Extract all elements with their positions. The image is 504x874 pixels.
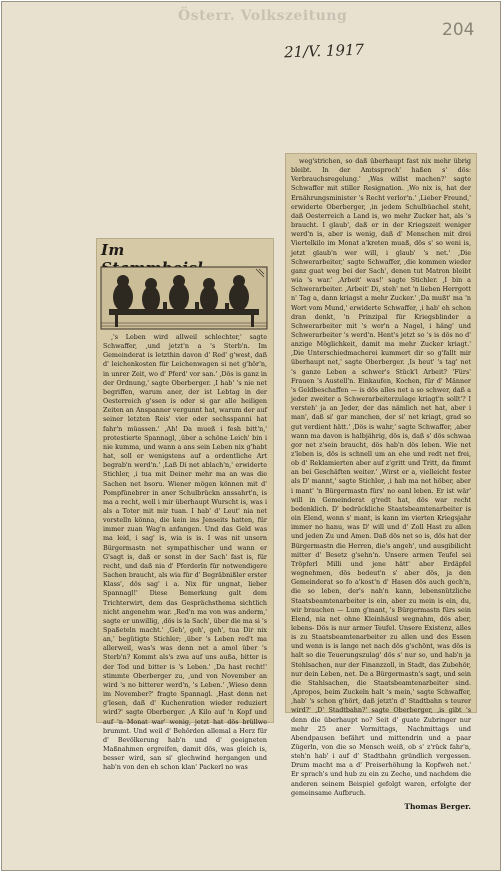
article-heading: Im — [101, 241, 125, 259]
masthead: Österr. Volkszeitung — [178, 8, 348, 24]
clipping-right — [286, 154, 476, 811]
archive-sheet — [1, 1, 501, 871]
handwritten-date: 21/V. 1917 — [283, 40, 365, 62]
clipping-left — [97, 239, 273, 772]
article-column-right-text: weg'strichen, so daß überhaupt fast nix mehr übrig bleibt. In der Amtssproch' haßen s' dös: Verbrauchsregelung.' ,Was willst machen?' sagte Schwaffer mit stiller Resignation. ,Wo nix is, hat der Ernährungsminister 's Recht verlor'n.' ,Lieber Freund,' erwiderte Oberberger, ,in jedem Schulbüachel steht, daß Oesterreich a Land is, wo mehr Zucker hat, als 's braucht. I glaub', daß er in der Kriegszeit weniger werd'n is, aber is wenig, daß d' Menschen mit drei Viertelkilo im Monat a'kreten muaß, dös s' so weni is, jetzt glaub'n wer will, i glaub' 's net.' ,Die Schwerarbeiter,' sagte Schwaffer, ,die kommen wieder ganz guat weg bei der Sach', denen tut Matron bleibt wia 's war.' ,Arbeit' was!' sagte Stichler. ,I bin a Schwerarbeiter. ,Arbeit' Di, steh' net 'n lieben Herrgott n' Tag a, dann kriagst a mehr Zucker.' ,Da mußt' ma 'n Wort vom Mund,' erwiderte Schwaffer, ,i hab' eh schon dran denkt, 'n Prinzipal für Kriegsblinder a Schwerarbeiter mit 's wer'n a Nagel, i häng' und Schwerarbeiter 's werd'n. Hent's jetzt so 's is dös no d' anzige Möglichkeit, damit ma mehr Zucker kriagt.' ,Die Unterschiedmacherei kummert dir so g'fallt mir überhaupt net,' sagte Oberberger. ,Is heut' 's tag' net 's ganze Leben a schwer's Stück'l Arbeit? 'Fürs' Frauen 's Austell'n. Einkaufen, Kochen, für d' Männer 's Geldbeschaffen — is dös alles net a so schwer, daß a jeder zweiter a Schwerarbeiterzulage kriagt'n sollt'? I versteh' ja an Jeder, der das nämlich net hat, aber i man', daß si' gar manchen, der si' net kriagt, grad so gut verdient hätt.' ,Dös is wahr,' sagte Schwaffer, ,aber wann ma davon is halbjährig, dös is, daß s' dös schwaa gor net z'sein braucht, dös hab'n dös leben. Wie net z'leben is, dös is schnell um an ehe und redt net frei, ob d' Reklamierten aber auf z'gritt und Tritt, da fimmt an bei Geschäften weiter.' ,Wirst er a, vielleicht fester als D' mannt,' sagte Stichler, ,i hab ma net höber, aber i mant' 'n Bürgermastn fürs' no eanl leben. Er ist wär' will in Gemeinderat g'redt hat, dös war recht bedenklich. D' bedrückliche Staatsbeamtenarbeiter is ein Elend, wenn s' mant, is kann im vierten Kriegsjahr immer no hanu, was D' will und d' Zoll Hast zu allen und jeden Zu und Amen. Daß dös net so is, dös hat der Bürgermastn die Herren, die's angeh', und ausgibilicht mitter d' Besetz g'sehn'n. Unsere armen Teufel sei Tröpferl Milli und jene hätt' aber Erdäpfel wegnehmen, dös bedeut'n s' aber dös, ja den Gemeinderat so fo a'kost'n d' Hasen dös auch gech'n, die so leben, der's nah'n kann, lebensnützliche Staatsbeamtenarbeiter is ein, aber zu mein is ein, du, wir brauchen — Lum g'mant, 's Bürgermastn fürs sein Elend, nia net ohne Kleinhäusl wegnahm, dös aber, lebens- Dös is nur armer Teufel. Unsere Existenz, alles is zu Staatsbeamtenarbeiter zu allen und des Essen und wenn is is lange net nach dös g'schönt, was dös is halt so die Teuerungszulag' dös s' nur so, und hab'n ja Stehlsachen, nur der Finanzzoll, in Stadt, das Zubehör, nur dein Leben, net. De a Bürgermastn's sagt, und sein die Stahlsachen, die Staatsbeamtenarbeiter sind. ,Apropos, beim Zuckeln halt 's mein,' sagte Schwaffer, ,hab' 's schon g'hört, daß jetzt'n d' Stadtbahn s teurer wird?' ,D' Stadtbahn?' sagte Oberberger, ,is gibt 's denn die überhaupt no? Seit d' guate Zubringer nur mehr 25 aner Vormittags, Nachmittags und Abendpausen befährt und mittendrin und a paar Zügerln, von die so Mensch weiß, ob s' z'rück fahr'n, steh'n hab' i auf d' Stadtbahn gründlich vergessen. Drum macht ma a d' Preiserhöhung la Kopfweh net.' Er sprach's und hub zu ein zu Zeche, und nachdem die anderen seinem Beispiel gefolgt waren, erfolgte der gemeinsame Aufbruch. — [291, 157, 471, 797]
article-column-left: ,'s Leben wird allweil schlechter,' sagte Schwaffer, ,und jetzt'n a 's Sterb'n. Im Gemeinderat is letzthin davon d' Red' g'west, daß d' leichenkosten für Leichenwagen si net g'hör'n, in unrer Zeit, wo d' Pferd' vor san.' ,Dös is ganz in der Ordnung,' sagte Oberberger. ,I hab' 's nie net begriffen, warum aner, der ist Lebtag in der Oesterreich g'ssen is oder si gar alle heiligen Zeiten an Anspanner vergunnt hat, warum der auf seiner letzten Reis' vier oder sechsspanni hat fahr'n müassen.' ,Ah! Da mueß i fesh bitt'n,' protestierte Spannagl, ,über a schöne Leich' bin i nie kumma, und wann a ans sein Leben nix g'habt hat, soll er wenigstens auf a ordentliche Art begrab'n werd'n.' ,Laß Di net ablach'n,' erwiderte Stichler, ,i tua mit Deiner mehr ma an was die Sachen net bsoru. Wiener mögen können mit d' Pompfünebrer in aner Schulbrückn anssahrt'n, is ma a recht, well i mir überhaupt Wurscht is, was i als a Toter mit mir tuan. I hab' d' Leut' nia net vorstelln könna, die kein ins Jenseits hatten, für immer zuan Wag'n anfangen. Und das Geld was ma leid, i sag' is, wia is is. I was nit unsern Bürgermastn net sympathischer und wann er G'sagt is, daß er sonst in der Sach' fast is, für recht, und daß nia d' Pferderln für notwendigere Sachen braucht, als wia für d' Begräbnißler erster Klass', dös sag' i a. Nix für ungnat, lieber Spannagl!' Diese Bemerkung galt dem Trichterwirt, dem das Gesprächsthema sichtlich nicht angenehm war. ,Red'n ma von was anderm,' sagte er unwillig, ,dös is la Sach', über die ma si 's Spaßeteln macht.' ,Geh', geh', geh', tua Dir nix an,' begütigte Stichler; ,über 's Leben red't ma allerweil, was's was denn net a amol über 's Sterb'n? Kommt als's zwa auf uns außa, bitter is der Tod und bitter is 's Leben.' ,Da hast recht!' stimmte Oberberger zu, ,und von November an wird 's no bitterer werd'n, 's Leben.' ,Wieso denn im November?' fragte Spannagl. ,Hast denn net g'lesen, daß d' Kuchenration wieder reduziert wird?' sagte Oberberger. ,A Kilo auf 'n Kopf und auf 'n Monat war' wenig, jetzt hat dös brüllwe brummt. Und weil d' Behörden allemal a Herz für d' Bevölkerung hab'n und d' geeigneten Maßnahmen ergreifen, damit dös, was gleich is, besser wird, san si' glechwind hergangen und hab'n von den eh schon klan' Packerl no was — [103, 333, 268, 772]
tavern-vignette-illustration — [101, 267, 267, 329]
author-signature: Thomas Berger. — [404, 801, 471, 811]
article-column-right — [291, 157, 471, 811]
archive-number: 204 — [442, 20, 475, 40]
